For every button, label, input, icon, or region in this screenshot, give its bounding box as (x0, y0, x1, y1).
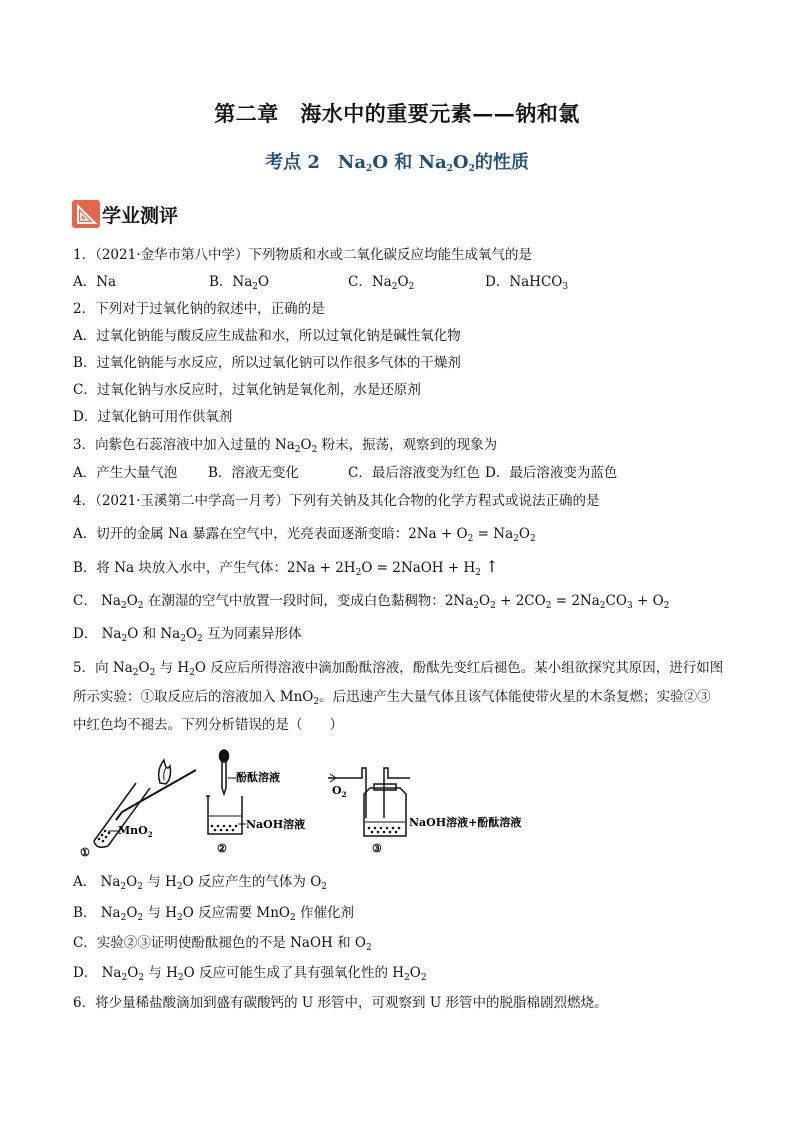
q2-stem: 2．下列对于过氧化钠的叙述中，正确的是 (73, 301, 325, 317)
q3-option-a: A．产生大量气泡 (73, 465, 178, 481)
label-3: ③ (372, 842, 382, 855)
section-label: 学业测评 (102, 204, 179, 227)
label-1: ① (80, 846, 90, 859)
label-mno2: MnO$_2$ (118, 824, 153, 839)
gas-bottle-apparatus (328, 768, 410, 836)
experiment-figure (66, 748, 536, 860)
page-subtitle: 考点 2 $Na_2O$ 和 $Na_2O_2$的性质 (265, 152, 529, 174)
q5-option-d: D． $Na_2O_2$ 与 $H_2O$ 反应可能生成了具有强氧化性的 $H_2O_2$ (73, 965, 427, 983)
q5-stem-line3: 中红色均不褪去。下列分析错误的是（ ） (73, 717, 343, 733)
q5-option-b: B． $Na_2O_2$ 与 $H_2O$ 反应需要 MnO$_2$ 作催化剂 (73, 905, 354, 923)
q2-option-d: D．过氧化钠可用作供氧剂 (73, 409, 233, 425)
subtitle-text: 考点 2 Na (265, 152, 367, 173)
q2-option-a: A．过氧化钠能与酸反应生成盐和水，所以过氧化钠是碱性氧化物 (73, 328, 461, 344)
label-2: ② (217, 842, 227, 855)
q2-option-b: B．过氧化钠能与水反应，所以过氧化钠可以作很多气体的干燥剂 (73, 355, 461, 371)
label-phenol: 酚酞溶液 (236, 771, 280, 784)
q4-option-a: A．切开的金属 Na 暴露在空气中，光亮表面逐渐变暗：$2Na + O_2 = Na_2O_2$ (73, 526, 536, 544)
label-naoh-phenol: NaOH溶液+酚酞溶液 (409, 816, 522, 829)
q4-stem: 4．（2021·玉溪第二中学高一月考）下列有关钠及其化合物的化学方程式或说法正确的是 (73, 493, 600, 509)
label-naoh: NaOH溶液 (246, 818, 306, 831)
q1-option-b: B．$Na_2O$ (209, 274, 270, 292)
q4-option-d: D． $Na_2O$ 和 $Na_2O_2$ 互为同素异形体 (73, 626, 302, 644)
q3-option-c: C．最后溶液变为红色 (348, 465, 480, 481)
q5-option-a: A． $Na_2O_2$ 与 $H_2O$ 反应产生的气体为 $O_2$ (73, 874, 327, 892)
q5-stem-line1: 5．向 $Na_2O_2$ 与 $H_2O$ 反应后所得溶液中滴加酚酞溶液，酚酞先变红后褪色。某小组欲探究其原因，进行如图 (73, 660, 724, 678)
q1-stem: 1．（2021·金华市第八中学）下列物质和水或二氧化碳反应均能生成氧气的是 (73, 247, 532, 263)
q6-stem: 6．将少量稀盐酸滴加到盛有碳酸钙的 U 形管中，可观察到 U 形管中的脱脂棉剧烈燃烧。 (73, 995, 608, 1011)
q1-option-d: D．NaHCO$_3$ (485, 274, 569, 292)
q2-option-c: C．过氧化钠与水反应时，过氧化钠是氧化剂，水是还原剂 (73, 382, 421, 398)
label-o2: $O_2$ (332, 784, 347, 799)
experiment-diagram (66, 748, 536, 860)
arrow-up-icon: ↑ (485, 557, 499, 576)
q5-stem-line2: 所示实验：①取反应后的溶液加入 MnO$_2$。后迅速产生大量气体且该气体能使带火星的木条复燃；实验②③ (73, 689, 711, 707)
q4-option-b: B．将 Na 块放入水中，产生气体：$2Na + 2H_2O$ = 2NaOH + $H_2$ ↑ (73, 557, 499, 578)
section-header (72, 200, 178, 230)
beaker-apparatus (206, 750, 246, 834)
q1-option-c: C．$Na_2O_2$ (348, 274, 415, 292)
q5-option-c: C．实验②③证明使酚酞褪色的不是 NaOH 和 $O_2$ (73, 935, 372, 953)
q1-option-a: A．Na (73, 274, 117, 290)
q3-option-b: B．溶液无变化 (208, 465, 299, 481)
q4-option-c: C． $Na_2O_2$ 在潮湿的空气中放置一段时间，变成白色黏稠物：$2Na_2O_2 + 2CO_2 = 2Na_2CO_3 + O_2$ (73, 593, 670, 611)
page-title: 第二章 海水中的重要元素——钠和氯 (214, 101, 580, 126)
q3-option-d: D．最后溶液变为蓝色 (485, 465, 618, 481)
q3-stem: 3．向紫色石蕊溶液中加入过量的 $Na_2O_2$ 粉末，振荡，观察到的现象为 (73, 437, 498, 455)
triangle-ruler-icon (72, 200, 100, 228)
